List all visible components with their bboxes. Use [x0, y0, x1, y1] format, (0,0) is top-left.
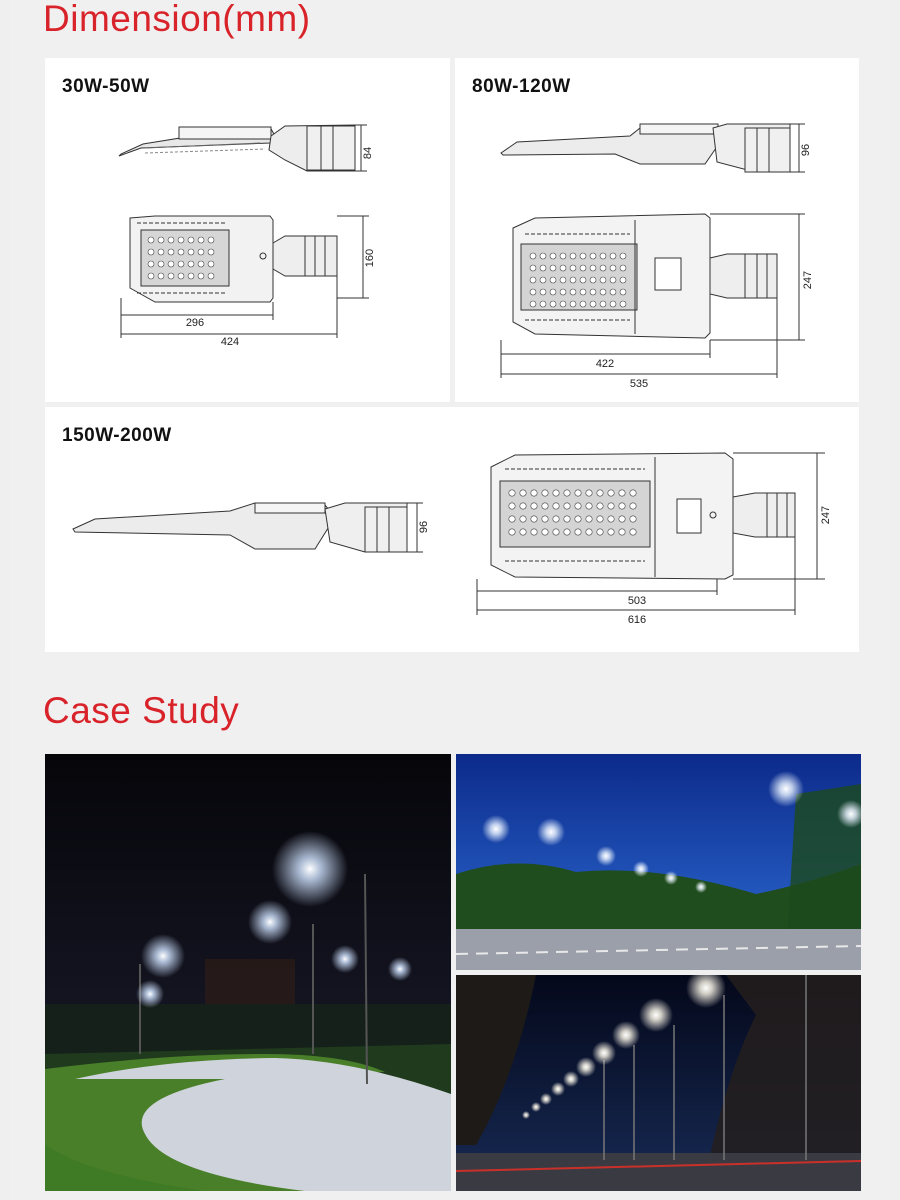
dim-total-length-label: 616: [627, 614, 647, 626]
case-study-photo-curved-road: [45, 754, 451, 1191]
dim-body-length-label: 422: [595, 358, 615, 370]
lamp-drawing-150-200w: [45, 407, 859, 652]
case-study-photo-night-avenue: [456, 975, 861, 1191]
dim-height-label: 84: [362, 146, 374, 160]
dimension-card-80-120w: [455, 58, 859, 402]
dim-total-length-label: 424: [220, 336, 240, 348]
dim-height-label: 96: [418, 520, 430, 534]
dim-body-length-label: 296: [185, 317, 205, 329]
lamp-drawing-30-50w: [45, 58, 450, 402]
case-study-photo-blue-highway: [456, 754, 861, 970]
dim-width-label: 247: [820, 505, 832, 525]
dim-total-length-label: 535: [629, 378, 649, 390]
dimension-card-150-200w: [45, 407, 859, 652]
dimension-card-30-50w: [45, 58, 450, 402]
dim-height-label: 96: [800, 143, 812, 157]
dim-width-label: 160: [364, 248, 376, 268]
model-title: 150W-200W: [62, 425, 172, 446]
model-title: 80W-120W: [472, 76, 571, 97]
dim-body-length-label: 503: [627, 595, 647, 607]
model-title: 30W-50W: [62, 76, 150, 97]
dim-width-label: 247: [802, 270, 814, 290]
lamp-drawing-80-120w: [455, 58, 859, 402]
case-study-heading: Case Study: [43, 690, 240, 731]
dimension-heading: Dimension(mm): [43, 0, 311, 39]
